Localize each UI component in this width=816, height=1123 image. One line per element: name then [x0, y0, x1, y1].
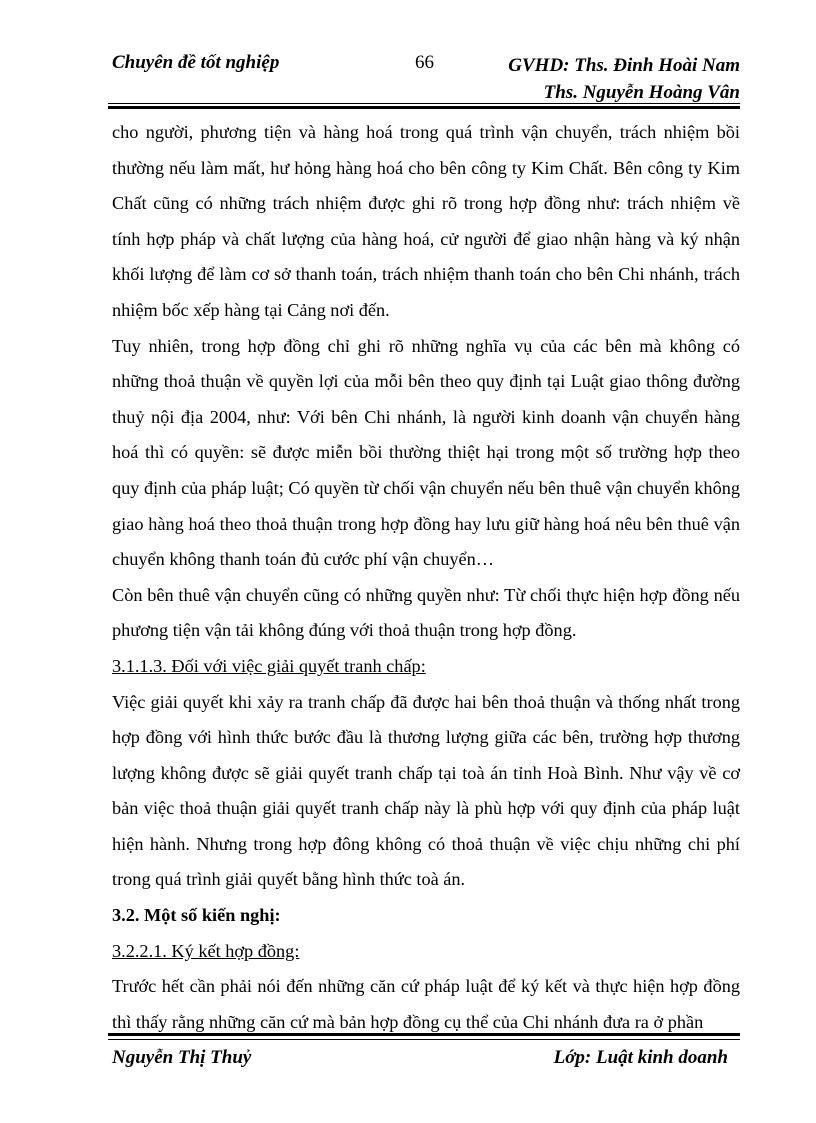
advisor-line-1: GVHD: Ths. Đinh Hoài Nam — [508, 55, 740, 76]
footer-class: Lớp: Luật kinh doanh — [553, 1047, 728, 1068]
advisor-line-2: Ths. Nguyễn Hoàng Vân — [543, 82, 740, 103]
paragraph-5: Trước hết cần phải nói đến những căn cứ pháp luật để ký kết và thực hiện hợp đồng thì thấy rằng những căn cứ mà bản hợp đồng cụ thể của Chi nhánh đưa ra ở phần — [112, 976, 740, 1032]
paragraph-3: Còn bên thuê vận chuyển cũng có những quyền như: Từ chối thực hiện hợp đồng nếu phương tiện vận tải không đúng với thoả thuận trong hợp đồng. — [112, 584, 740, 641]
section-heading-3-1-1-3: 3.1.1.3. Đối với việc giải quyết tranh chấp: — [112, 655, 426, 676]
page-number: 66 — [415, 52, 434, 73]
paragraph-4: Việc giải quyết khi xảy ra tranh chấp đã được hai bên thoả thuận và thống nhất trong hợp đồng với hình thức bước đầu là thương lượng giữa các bên, trường hợp thương lượng không được sẽ giải quyết tranh chấp tại toà án tỉnh Hoà Bình. Như vậy về cơ bản việc thoả thuận giải quyết tranh chấp này là phù hợp với quy định của pháp luật hiện hành. Nhưng trong hợp đông không có thoả thuận về việc chịu những chi phí trong quá trình giải quyết bằng hình thức toà án. — [112, 691, 740, 890]
header-advisor — [470, 52, 740, 106]
header-title: Chuyên đề tốt nghiệp — [112, 52, 280, 73]
header-rule-thin — [108, 103, 740, 104]
section-heading-3-2-2-1: 3.2.2.1. Ký kết hợp đồng: — [112, 940, 300, 961]
header-rule-thick — [108, 106, 740, 109]
paragraph-2: Tuy nhiên, trong hợp đồng chỉ ghi rõ những nghĩa vụ của các bên mà không có những thoả thuận về quyền lợi của mỗi bên theo quy định tại Luật giao thông đường thuỷ nội địa 2004, như: Với bên Chi nhánh, là người kinh doanh vận chuyển hàng hoá thì có quyền: sẽ được miễn bồi thường thiệt hại trong một số trường hợp theo quy định của pháp luật; Có quyền từ chối vận chuyển nếu bên thuê vận chuyển không giao hàng hoá theo thoả thuận trong hợp đồng hay lưu giữ hàng hoá nêu bên thuê vận chuyển không thanh toán đủ cước phí vận chuyển… — [112, 335, 740, 570]
footer-rule-thin — [108, 1039, 740, 1040]
paragraph-1: cho người, phương tiện và hàng hoá trong quá trình vận chuyển, trách nhiệm bồi thường nếu làm mất, hư hỏng hàng hoá cho bên công ty Kim Chất. Bên công ty Kim Chất cũng có những trách nhiệm được ghi rõ trong hợp đồng như: trách nhiệm về tính hợp pháp và chất lượng của hàng hoá, cử người để giao nhận hàng và ký nhận khối lượng để làm cơ sở thanh toán, trách nhiệm thanh toán cho bên Chi nhánh, trách nhiệm bốc xếp hàng tại Cảng nơi đến. — [112, 122, 740, 320]
footer-author: Nguyễn Thị Thuỷ — [112, 1047, 252, 1068]
page-body — [112, 115, 740, 1040]
footer-rule-thick — [108, 1033, 740, 1036]
section-heading-3-2: 3.2. Một số kiến nghị: — [112, 905, 281, 926]
